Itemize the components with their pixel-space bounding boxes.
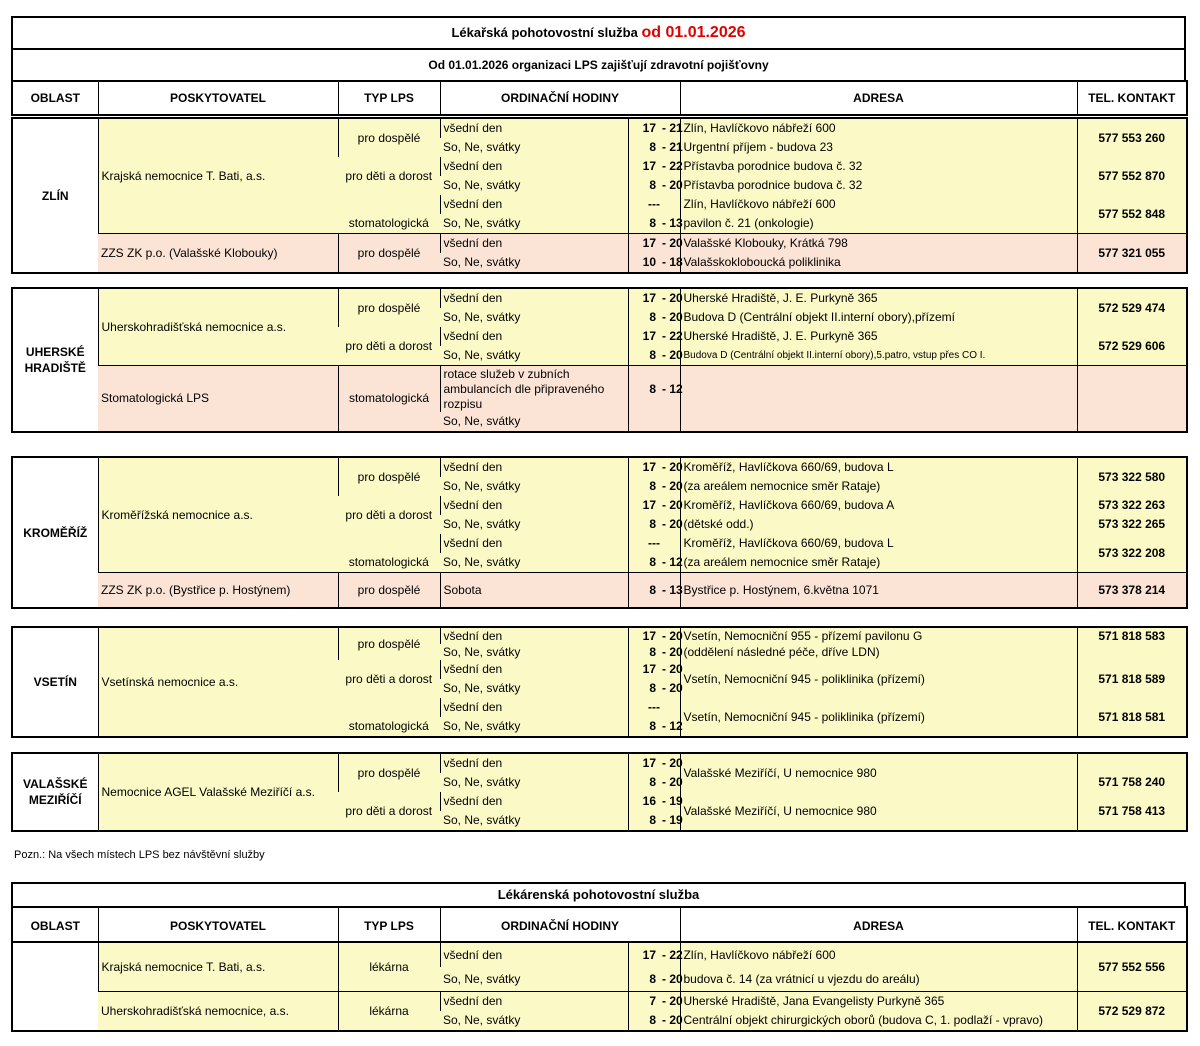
subtitle-banner <box>11 48 1186 82</box>
type-children: pro děti a dorost <box>338 327 440 366</box>
address: Bystřice p. Hostýnem, 6.května 1071 <box>680 573 1077 609</box>
phone: 572 529 606 <box>1077 327 1187 366</box>
hours-to: - 20 <box>659 967 680 992</box>
hours-to: - 20 <box>659 477 680 496</box>
hours-label: všední den <box>440 627 628 644</box>
provider-kn-bati: Krajská nemocnice T. Bati, a.s. <box>98 118 338 234</box>
address: Budova D (Centrální objekt II.interní obory),5.patro, vstup přes CO I. <box>680 346 1077 366</box>
type-adults: pro dospělé <box>338 753 440 792</box>
hours-label: So, Ne, svátky <box>440 138 628 157</box>
hours-none: --- <box>628 698 680 717</box>
hours-from: 8 <box>628 308 659 327</box>
hours-label: všední den <box>440 327 628 346</box>
address: (za areálem nemocnice směr Rataje) <box>680 553 1077 573</box>
address: Uherské Hradiště, J. E. Purkyně 365 <box>680 327 1077 346</box>
hours-to: - 20 <box>659 627 680 644</box>
col-adresa: ADRESA <box>680 81 1077 115</box>
hours-to: - 20 <box>659 644 680 660</box>
title-banner <box>11 16 1186 50</box>
hours-label: všední den <box>440 698 628 717</box>
phone: 572 529 872 <box>1077 992 1187 1032</box>
address: Valašské Meziříčí, U nemocnice 980 <box>680 792 1077 831</box>
type-dental: stomatologická <box>338 366 440 433</box>
type-children: pro děti a dorost <box>338 496 440 534</box>
hours-from: 8 <box>628 679 659 698</box>
hours-to: - 20 <box>659 346 680 366</box>
page-title: Lékařská pohotovostní služba <box>451 25 638 40</box>
hours-from: 17 <box>628 496 659 515</box>
address: (oddělení následné péče, dříve LDN) <box>680 644 1077 660</box>
hours-label: všední den <box>440 496 628 515</box>
address: Kroměříž, Havlíčkova 660/69, budova A <box>680 496 1077 515</box>
hours-from-empty <box>628 412 659 432</box>
hours-from: 8 <box>628 214 659 234</box>
hours-from: 17 <box>628 288 659 308</box>
phone-empty <box>1077 644 1187 660</box>
hours-from: 17 <box>628 753 659 773</box>
page-subtitle: Od 01.01.2026 organizaci LPS zajišťují zdravotní pojišťovny <box>428 58 769 72</box>
phone: 573 322 265 <box>1077 515 1187 534</box>
type-dental: stomatologická <box>338 195 440 234</box>
hours-to: - 19 <box>659 811 680 831</box>
hours-label: všední den <box>440 457 628 477</box>
phone: 572 529 474 <box>1077 288 1187 327</box>
hours-label: So, Ne, svátky <box>440 553 628 573</box>
hours-to: - 20 <box>659 176 680 195</box>
hours-to: - 20 <box>659 457 680 477</box>
hours-from: 17 <box>628 660 659 679</box>
col-tel: TEL. KONTAKT <box>1077 81 1187 115</box>
region-valasske-mezirici: VALAŠSKÉ MEZIŘÍČÍ <box>12 753 98 831</box>
type-adults: pro dospělé <box>338 118 440 157</box>
hours-from: 17 <box>628 157 659 176</box>
type-adults: pro dospělé <box>338 627 440 660</box>
section-pharmacy <box>11 941 1188 1032</box>
address: Uherské Hradiště, J. E. Purkyně 365 <box>680 288 1077 308</box>
hours-from: 17 <box>628 234 659 254</box>
hours-from: 8 <box>628 967 659 992</box>
pharmacy-title-banner <box>11 882 1186 908</box>
col-tel: TEL. KONTAKT <box>1077 907 1187 944</box>
address: Uherské Hradiště, Jana Evangelisty Purkyně 365 <box>680 992 1077 1012</box>
col-oblast: OBLAST <box>30 918 80 933</box>
hours-label: So, Ne, svátky <box>440 1011 628 1031</box>
hours-label: So, Ne, svátky <box>440 811 628 831</box>
address: (za areálem nemocnice směr Rataje) <box>680 477 1077 496</box>
address: Přístavba porodnice budova č. 32 <box>680 157 1077 176</box>
address: Zlín, Havlíčkovo nábřeží 600 <box>680 118 1077 138</box>
hours-to: - 12 <box>659 717 680 737</box>
provider-uh-nemocnice: Uherskohradišťská nemocnice, a.s. <box>98 992 338 1032</box>
col-poskytovatel: POSKYTOVATEL <box>98 907 338 944</box>
type-dental: stomatologická <box>338 534 440 573</box>
col-adresa: ADRESA <box>680 907 1077 944</box>
phone: 573 322 580 <box>1077 457 1187 496</box>
hours-to: - 12 <box>659 553 680 573</box>
hours-label: všední den <box>440 660 628 679</box>
hours-from: 8 <box>628 346 659 366</box>
address-empty <box>680 366 1077 433</box>
hours-from: 8 <box>628 553 659 573</box>
type-adults: pro dospělé <box>338 234 440 274</box>
hours-label: všední den <box>440 288 628 308</box>
hours-label: Sobota <box>440 573 628 609</box>
address: Kroměříž, Havlíčkova 660/69, budova L <box>680 534 1077 553</box>
provider-uh-nemocnice: Uherskohradišťská nemocnice a.s. <box>98 288 338 366</box>
address: Centrální objekt chirurgických oborů (budova C, 1. podlaží - vpravo) <box>680 1011 1077 1031</box>
section-vsetin <box>11 626 1188 738</box>
provider-zzs-klobouky: ZZS ZK p.o. (Valašské Klobouky) <box>98 234 338 274</box>
address: Valašské Meziříčí, U nemocnice 980 <box>680 753 1077 792</box>
phone: 577 553 260 <box>1077 118 1187 157</box>
type-adults: pro dospělé <box>338 457 440 496</box>
hours-from: 17 <box>628 627 659 644</box>
hours-to: - 22 <box>659 157 680 176</box>
section-zlin <box>11 117 1188 274</box>
address: pavilon č. 21 (onkologie) <box>680 214 1077 234</box>
address: Zlín, Havlíčkovo nábřeží 600 <box>680 195 1077 214</box>
col-typ: TYP LPS <box>338 81 440 115</box>
hours-label: So, Ne, svátky <box>440 176 628 195</box>
hours-none: --- <box>628 534 680 553</box>
type-adults: pro dospělé <box>338 573 440 609</box>
type-children: pro děti a dorost <box>338 660 440 698</box>
rotation-text: rotace služeb v zubních ambulancích dle připraveného rozpisu <box>440 366 628 413</box>
phone: 571 758 240 <box>1077 753 1187 792</box>
hours-label: všední den <box>440 792 628 811</box>
address: Valašské Klobouky, Krátká 798 <box>680 234 1077 254</box>
provider-kn-bati: Krajská nemocnice T. Bati, a.s. <box>98 942 338 992</box>
hours-to: - 20 <box>659 288 680 308</box>
hours-to-empty <box>659 412 680 432</box>
provider-zzs-bystrice: ZZS ZK p.o. (Bystřice p. Hostýnem) <box>98 573 338 609</box>
address: Vsetín, Nemocniční 945 - poliklinika (přízemí) <box>680 698 1077 737</box>
type-pharmacy: lékárna <box>338 992 440 1032</box>
phone-empty <box>1077 366 1187 433</box>
type-pharmacy: lékárna <box>338 942 440 992</box>
hours-from: 7 <box>628 992 659 1012</box>
phone: 571 818 589 <box>1077 660 1187 698</box>
hours-from: 8 <box>628 366 659 413</box>
page-title-date: od 01.01.2026 <box>641 24 746 41</box>
section-valasske-mezirici <box>11 752 1188 832</box>
hours-none: --- <box>628 195 680 214</box>
hours-to: - 20 <box>659 679 680 698</box>
hours-from: 17 <box>628 942 659 967</box>
hours-label: So, Ne, svátky <box>440 253 628 273</box>
hours-from: 8 <box>628 644 659 660</box>
provider-stomatologicka-lps: Stomatologická LPS <box>98 366 338 433</box>
hours-to: - 18 <box>659 253 680 273</box>
provider-km-nemocnice: Kroměřížská nemocnice a.s. <box>98 457 338 573</box>
hours-from: 16 <box>628 792 659 811</box>
hours-to: - 13 <box>659 214 680 234</box>
hours-from: 8 <box>628 138 659 157</box>
hours-to: - 19 <box>659 792 680 811</box>
hours-to: - 20 <box>659 773 680 792</box>
hours-to: - 20 <box>659 992 680 1012</box>
hours-label: So, Ne, svátky <box>440 679 628 698</box>
hours-label: So, Ne, svátky <box>440 515 628 534</box>
hours-label: všední den <box>440 118 628 138</box>
section-uherske-hradiste <box>11 287 1188 433</box>
hours-from: 8 <box>628 1011 659 1031</box>
hours-to: - 22 <box>659 327 680 346</box>
provider-agel-vm: Nemocnice AGEL Valašské Meziříčí a.s. <box>98 753 338 831</box>
phone: 573 378 214 <box>1077 573 1187 609</box>
hours-label: So, Ne, svátky <box>440 346 628 366</box>
hours-to: - 21 <box>659 118 680 138</box>
hours-to: - 20 <box>659 1011 680 1031</box>
address: Budova D (Centrální objekt II.interní obory),přízemí <box>680 308 1077 327</box>
region-vsetin: VSETÍN <box>12 627 98 737</box>
hours-from: 8 <box>628 515 659 534</box>
hours-label: všední den <box>440 534 628 553</box>
hours-to: - 20 <box>659 234 680 254</box>
address: Přístavba porodnice budova č. 32 <box>680 176 1077 195</box>
hours-label: všední den <box>440 753 628 773</box>
col-poskytovatel: POSKYTOVATEL <box>98 81 338 115</box>
hours-label: všední den <box>440 992 628 1012</box>
hours-label: So, Ne, svátky <box>440 967 628 992</box>
address: Vsetín, Nemocniční 955 - přízemí pavilonu G <box>680 627 1077 644</box>
hours-label: všední den <box>440 157 628 176</box>
address: Valašskokloboucká poliklinika <box>680 253 1077 273</box>
hours-to: - 13 <box>659 573 680 609</box>
phone: 577 321 055 <box>1077 234 1187 274</box>
pharmacy-title: Lékárenská pohotovostní služba <box>497 887 700 902</box>
type-children: pro děti a dorost <box>338 792 440 831</box>
column-header <box>11 80 1188 116</box>
footnote: Pozn.: Na všech místech LPS bez návštěvní služby <box>14 849 265 861</box>
region-kromeriz: KROMĚŘÍŽ <box>12 457 98 608</box>
phone: 577 552 848 <box>1077 195 1187 234</box>
hours-label: So, Ne, svátky <box>440 717 628 737</box>
region-zlin: ZLÍN <box>12 118 98 273</box>
section-kromeriz <box>11 456 1188 609</box>
hours-label: všední den <box>440 195 628 214</box>
hours-label: So, Ne, svátky <box>440 477 628 496</box>
type-children: pro děti a dorost <box>338 157 440 195</box>
hours-from: 17 <box>628 457 659 477</box>
provider-vsetin-nemocnice: Vsetínská nemocnice a.s. <box>98 627 338 737</box>
hours-to: - 21 <box>659 138 680 157</box>
address: Urgentní příjem - budova 23 <box>680 138 1077 157</box>
hours-label: všední den <box>440 234 628 254</box>
phone: 571 818 581 <box>1077 698 1187 737</box>
hours-from: 8 <box>628 811 659 831</box>
hours-from: 10 <box>628 253 659 273</box>
hours-label: So, Ne, svátky <box>440 308 628 327</box>
phone: 577 552 870 <box>1077 157 1187 195</box>
hours-to: - 20 <box>659 515 680 534</box>
hours-label: So, Ne, svátky <box>440 644 628 660</box>
hours-label: So, Ne, svátky <box>440 412 628 432</box>
address: Kroměříž, Havlíčkova 660/69, budova L <box>680 457 1077 477</box>
address: budova č. 14 (za vrátnicí u vjezdu do areálu) <box>680 967 1077 992</box>
hours-to: - 20 <box>659 496 680 515</box>
phone: 571 818 583 <box>1077 627 1187 644</box>
col-oblast: OBLAST <box>30 91 80 105</box>
phone: 571 758 413 <box>1077 792 1187 831</box>
hours-label: So, Ne, svátky <box>440 773 628 792</box>
hours-from: 8 <box>628 477 659 496</box>
hours-to: - 20 <box>659 660 680 679</box>
phone: 573 322 263 <box>1077 496 1187 515</box>
hours-from: 8 <box>628 573 659 609</box>
phone: 573 322 208 <box>1077 534 1187 573</box>
hours-to: - 20 <box>659 308 680 327</box>
hours-from: 8 <box>628 176 659 195</box>
pharmacy-column-header <box>11 906 1188 945</box>
hours-from: 8 <box>628 773 659 792</box>
address: (dětské odd.) <box>680 515 1077 534</box>
phone: 577 552 556 <box>1077 942 1187 992</box>
address: Vsetín, Nemocniční 945 - poliklinika (přízemí) <box>680 660 1077 698</box>
hours-from: 17 <box>628 118 659 138</box>
hours-from: 17 <box>628 327 659 346</box>
type-dental: stomatologická <box>338 698 440 737</box>
region-empty <box>12 942 98 1031</box>
col-hodiny: ORDINAČNÍ HODINY <box>440 81 680 115</box>
hours-label: všední den <box>440 942 628 967</box>
hours-to: - 22 <box>659 942 680 967</box>
type-adults: pro dospělé <box>338 288 440 327</box>
hours-from: 8 <box>628 717 659 737</box>
address: Zlín, Havlíčkovo nábřeží 600 <box>680 942 1077 967</box>
hours-to: - 12 <box>659 366 680 413</box>
hours-to: - 20 <box>659 753 680 773</box>
hours-label: So, Ne, svátky <box>440 214 628 234</box>
col-typ: TYP LPS <box>338 907 440 944</box>
col-hodiny: ORDINAČNÍ HODINY <box>440 907 680 944</box>
region-uherske-hradiste: UHERSKÉ HRADIŠTĚ <box>12 288 98 432</box>
